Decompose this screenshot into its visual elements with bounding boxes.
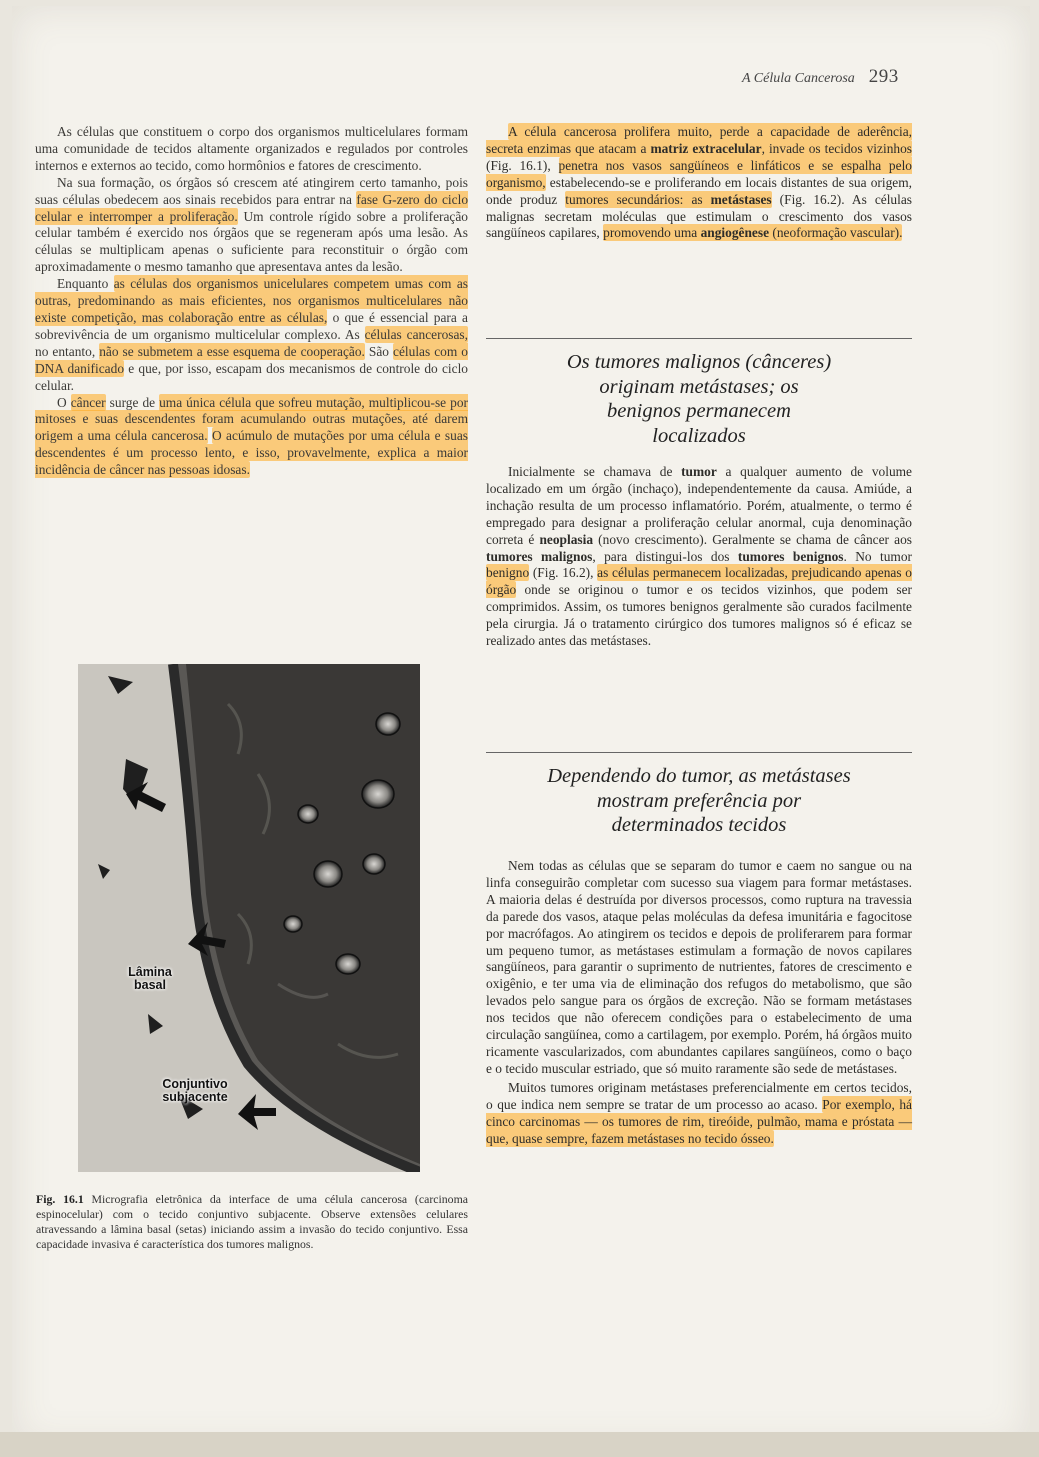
section-body <box>486 464 912 650</box>
highlight: células cancerosas, <box>364 326 468 342</box>
paragraph: As células que constituem o corpo dos organismos multicelulares formam uma comunidade de tecidos altamente organizados e regulados por controles internos e externos ao tecido, como hormônios e fatores de crescimento. <box>35 124 468 173</box>
page-number: 293 <box>868 66 899 87</box>
running-header <box>742 66 899 88</box>
paragraph: Inicialmente se chamava de tumor a qualquer aumento de volume localizado em um órgão (inchaço), independentemente da causa. Amiúde, a inchação resulta de um processo inflamatório. Porém, atualmente, o termo é empregado para designar a proliferação celular anormal, cuja denominação correta é neoplasia (novo crescimento). Geralmente se chama de câncer aos tumores malignos, para distingui-los dos tumores benignos. No tumor benigno (Fig. 16.2), as células permanecem localizadas, prejudicando apenas o órgão onde se originou o tumor e os tecidos vizinhos, que podem ser comprimidos. Assim, os tumores benignos geralmente são curados facilmente pela cirurgia. Já o tratamento cirúrgico dos tumores malignos só é eficaz se realizado antes das metástases. <box>486 464 912 649</box>
micrograph-image <box>78 664 420 1172</box>
book-page <box>12 6 1030 1448</box>
left-column <box>35 124 468 479</box>
label-conjuntivo-subjacente: Conjuntivo subjacente <box>162 1077 228 1104</box>
highlight: penetra nos vasos sangüíneos e linfáticos e se espalha pelo organismo, <box>486 157 912 190</box>
section-title: Os tumores malignos (cânceres) originam metástases; os benignos permanecem localizados <box>566 351 832 447</box>
highlight: A célula cancerosa prolifera muito, perde a capacidade de aderência, secreta enzimas que atacam a matriz extracelular, invade os tecidos vizinhos <box>486 124 912 156</box>
section-divider <box>486 338 912 339</box>
highlight: as células permanecem localizadas, prejudicando apenas o órgão <box>486 565 912 598</box>
highlight: O acúmulo de mutações por uma célula e suas descendentes é um processo lento, e isso, provavelmente, explica a maior incidência de câncer nas pessoas idosas. <box>35 428 468 478</box>
section-title: Dependendo do tumor, as metástases mostram preferência por determinados tecidos <box>547 765 851 836</box>
highlight: câncer <box>70 394 106 410</box>
electron-micrograph <box>78 664 420 1172</box>
paragraph: O câncer surge de uma única célula que sofreu mutação, multiplicou-se por mitoses e suas descendentes foram acumulando outras mutações, até darem origem a uma célula cancerosa. O acúmulo de mutações por uma célula e suas descendentes é um processo lento, e isso, provavelmente, explica a maior incidência de câncer nas pessoas idosas. <box>35 394 468 478</box>
paragraph: Na sua formação, os órgãos só crescem até atingirem certo tamanho, pois suas células obedecem aos sinais recebidos para entrar na fase G-zero do ciclo celular e interromper a proliferação. Um controle rígido sobre a proliferação celular também é exercido nos órgãos que se regeneram após uma lesão. As células se multiplicam apenas o suficiente para reconstituir o órgão com aproximadamente o mesmo tamanho que apresentava antes da lesão. <box>35 174 469 275</box>
figure-number: Fig. 16.1 <box>36 1192 84 1206</box>
highlight: não se submetem a esse esquema de cooperação. <box>99 343 365 359</box>
section-divider <box>486 752 912 753</box>
right-column <box>486 124 912 242</box>
paragraph: A célula cancerosa prolifera muito, perde a capacidade de aderência, secreta enzimas que atacam a matriz extracelular, invade os tecidos vizinhos (Fig. 16.1), penetra nos vasos sangüíneos e linfáticos e se espalha pelo organismo, estabelecendo-se e proliferando em locais distantes de sua origem, onde produz tumores secundários: as metástases (Fig. 16.2). As células malignas secretam moléculas que estimulam o crescimento dos vasos sangüíneos capilares, promovendo uma angiogênese (neoformação vascular). <box>486 124 912 241</box>
figure-caption: Fig. 16.1 Micrografia eletrônica da interface de uma célula cancerosa (carcinoma espinocelular) com o tecido conjuntivo subjacente. Observe extensões celulares atravessando a lâmina basal (setas) iniciando assim a invasão do tecido conjuntivo. Essa capacidade invasiva é característica dos tumores malignos. <box>36 1192 468 1251</box>
highlight: uma única célula que sofreu mutação, multiplicou-se por mitoses e suas descendentes foram acumulando outras mutações, até darem origem a uma célula cancerosa. <box>35 394 468 444</box>
highlight: promovendo uma angiogênese (neoformação vascular). <box>603 225 903 241</box>
label-lamina-basal: Lâmina basal <box>128 965 172 992</box>
scan-edge <box>0 1432 1039 1457</box>
highlight: as células dos organismos unicelulares competem umas com as outras, predominando as mais eficientes, nos organismos multicelulares não existe competição, mas colaboração entre as células, <box>35 276 468 325</box>
running-title: A Célula Cancerosa <box>742 71 855 86</box>
paragraph: Enquanto as células dos organismos unicelulares competem umas com as outras, predominando as mais eficientes, nos organismos multicelulares não existe competição, mas colaboração entre as células, o que é essencial para a sobrevivência de um organismo multicelular complexo. As células cancerosas, no entanto, não se submetem a esse esquema de cooperação. São células com o DNA danificado e que, por isso, escapam dos mecanismos de controle do ciclo celular. <box>35 276 468 393</box>
paragraph: Muitos tumores originam metástases preferencialmente em certos tecidos, o que indica nem sempre se tratar de um processo ao acaso. Por exemplo, há cinco carcinomas — os tumores de rim, tireóide, pulmão, mama e próstata — que, quase sempre, fazem metástases no tecido ósseo. <box>486 1079 912 1146</box>
highlight: tumores secundários: as metástases <box>565 191 772 207</box>
highlight: células com o DNA danificado <box>35 343 468 376</box>
paragraph: Nem todas as células que se separam do tumor e caem no sangue ou na linfa conseguirão completar com sucesso sua viagem para formar metástases. A maioria delas é destruída por diversos processos, como ruptura na travessia da parede dos vasos, ataque pelas moléculas da defesa imunitária e fagocitose por macrófagos. Ao atingirem os tecidos e depois de proliferarem para formar um pequeno tumor, as metástases estimulam a formação de novos capilares sangüíneos, para garantir o suprimento de nutrientes, fatores de crescimento e oxigênio, e ter uma via de eliminação dos refugos do metabolismo, que são levados pelo sangue para os órgãos de excreção. Não se formam metástases nos tecidos que não oferecem condições para o estabelecimento de uma circulação sangüínea, como a cartilagem, por exemplo. Porém, há órgãos muito ricamente vascularizados, com abundantes capilares sangüíneos, como o baço e o tecido muscular estriado, que só muito raramente são sede de metástases. <box>486 858 912 1076</box>
highlight: fase G-zero do ciclo celular e interromper a proliferação. <box>35 191 469 224</box>
highlight: benigno <box>486 565 530 581</box>
highlight: Por exemplo, há cinco carcinomas — os tumores de rim, tireóide, pulmão, mama e próstata — que, quase sempre, fazem metástases no tecido ósseo. <box>486 1096 912 1146</box>
section-body <box>486 858 912 1147</box>
